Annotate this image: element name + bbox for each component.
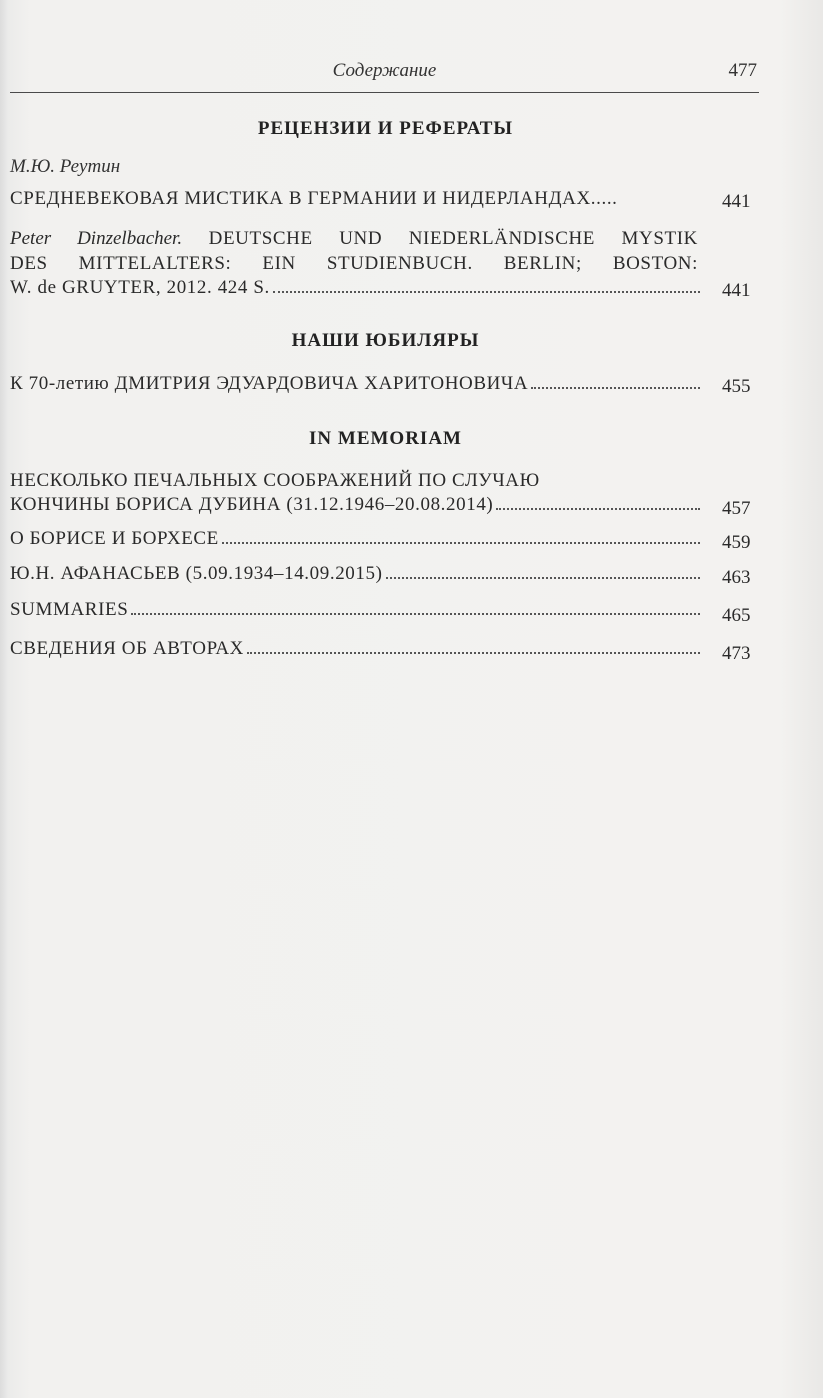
section-title-jubilee: НАШИ ЮБИЛЯРЫ xyxy=(291,330,480,351)
entry-page-number: 463 xyxy=(722,567,751,588)
section-title-reviews: РЕЦЕНЗИИ И РЕФЕРАТЫ xyxy=(257,118,514,139)
toc-entry-authors[interactable] xyxy=(10,638,700,662)
section-title-memoriam: IN MEMORIAM xyxy=(309,428,462,449)
toc-entry-dinzelbacher-line3[interactable] xyxy=(10,277,700,301)
toc-entry-medieval-mysticism[interactable] xyxy=(10,188,700,212)
leader-dots xyxy=(247,638,700,654)
entry-title: Ю.Н. АФАНАСЬЕВ (5.09.1934–14.09.2015) xyxy=(10,563,383,584)
toc-entry-borges[interactable] xyxy=(10,528,700,552)
leader-dots xyxy=(386,563,700,579)
entry-title: СВЕДЕНИЯ ОБ АВТОРАХ xyxy=(10,638,244,659)
entry-title: SUMMARIES xyxy=(10,599,129,620)
running-header xyxy=(10,58,759,93)
leader-dots xyxy=(531,373,700,389)
toc-entry-dubin-line1[interactable]: НЕСКОЛЬКО ПЕЧАЛЬНЫХ СООБРАЖЕНИЙ ПО СЛУЧАЮ xyxy=(10,470,540,491)
entry-page-number: 459 xyxy=(722,532,751,553)
entry-title: К 70-летию ДМИТРИЯ ЭДУАРДОВИЧА ХАРИТОНОВИЧА xyxy=(10,373,529,394)
entry-page-number: 441 xyxy=(722,191,751,212)
toc-entry-kharitonovich[interactable] xyxy=(10,373,700,397)
entry-author: Peter Dinzelbacher. xyxy=(10,228,183,249)
leader-dots xyxy=(131,599,700,615)
entry-page-number: 455 xyxy=(722,376,751,397)
leader-dots xyxy=(222,528,700,544)
toc-entry-afanasyev[interactable] xyxy=(10,563,700,587)
leader-dots xyxy=(273,277,700,293)
header-page-number: 477 xyxy=(728,60,757,81)
leader-dots xyxy=(496,494,700,510)
entry-title: СРЕДНЕВЕКОВАЯ МИСТИКА В ГЕРМАНИИ И НИДЕРЛАНДАХ..... xyxy=(10,188,618,209)
entry-author: М.Ю. Реутин xyxy=(10,156,121,177)
entry-title-part: КОНЧИНЫ БОРИСА ДУБИНА (31.12.1946–20.08.2014) xyxy=(10,494,494,515)
entry-title-part: W. de GRUYTER, 2012. 424 S. xyxy=(10,277,270,298)
entry-page-number: 473 xyxy=(722,643,751,664)
entry-page-number: 465 xyxy=(722,605,751,626)
toc-entry-summaries[interactable] xyxy=(10,599,700,623)
entry-title-part: DEUTSCHE UND NIEDERLÄNDISCHE MYSTIK xyxy=(208,228,698,249)
entry-page-number: 441 xyxy=(722,280,751,301)
entry-title: О БОРИСЕ И БОРХЕСЕ xyxy=(10,528,219,549)
header-title: Содержание xyxy=(332,60,437,81)
entry-page-number: 457 xyxy=(722,498,751,519)
toc-entry-dubin-line2[interactable] xyxy=(10,494,700,518)
entry-title-part: DES MITTELALTERS: EIN STUDIENBUCH. BERLIN; BOSTON: xyxy=(10,253,698,274)
toc-entry-dinzelbacher-line1[interactable] xyxy=(10,228,698,252)
